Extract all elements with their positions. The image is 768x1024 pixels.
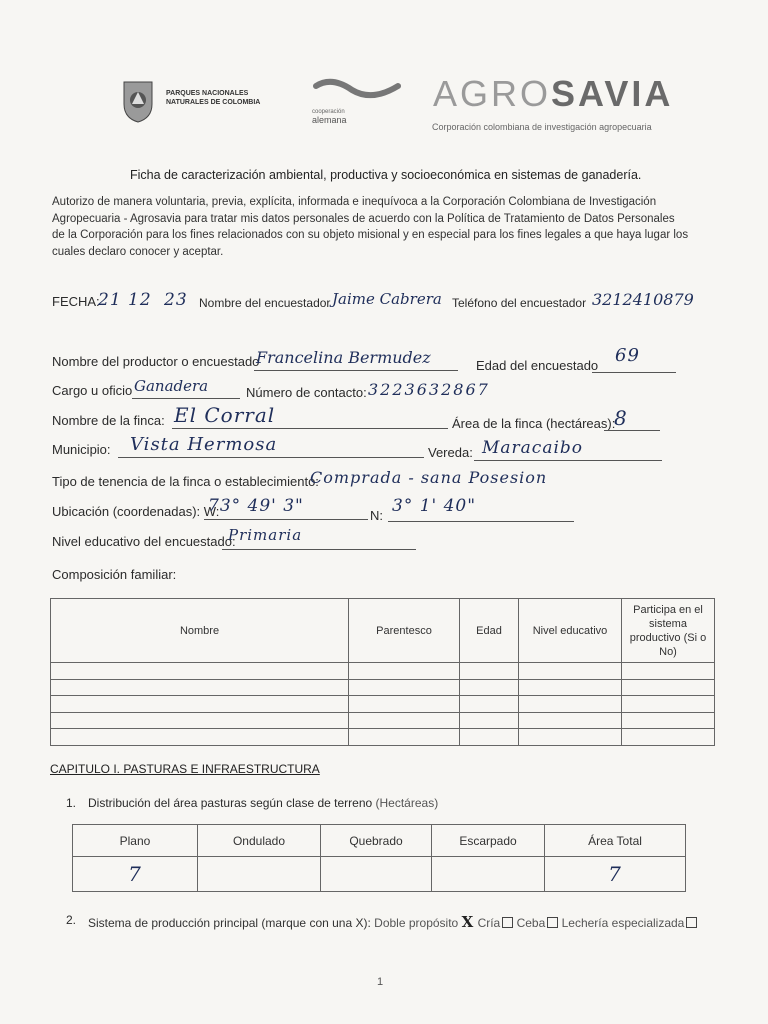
table-cell[interactable] (519, 729, 622, 746)
table-row (51, 696, 715, 713)
table-row (51, 679, 715, 696)
area-line (604, 430, 660, 431)
finca-line (172, 428, 448, 429)
edad-label: Edad del encuestado (476, 358, 599, 373)
page-number: 1 (377, 976, 384, 988)
plano-value[interactable]: 7 (128, 862, 142, 887)
opt-ceba-checkbox[interactable] (547, 917, 558, 928)
opt-ceba-label: Ceba (516, 916, 546, 930)
family-header-row (51, 599, 715, 663)
terrain-col-total: Área Total (545, 825, 686, 857)
table-row (51, 663, 715, 680)
agrosavia-subtitle: Corporación colombiana de investigación agropecuaria (432, 122, 652, 132)
coop-logo: cooperación alemana (312, 78, 402, 124)
plano-cell[interactable] (73, 857, 198, 892)
escarpado-cell[interactable] (432, 857, 545, 892)
q2-text: Sistema de producción principal (marque con una X): (88, 916, 371, 930)
nivel-line (222, 549, 416, 550)
table-cell[interactable] (349, 712, 460, 729)
municipio-label: Municipio: (52, 442, 111, 457)
area-value[interactable]: 8 (614, 406, 628, 430)
chapter-title: CAPITULO I. PASTURAS E INFRAESTRUCTURA (50, 762, 320, 776)
terrain-col-quebrado: Quebrado (321, 825, 432, 857)
table-cell[interactable] (51, 696, 349, 713)
fecha-year[interactable]: 23 (164, 290, 188, 310)
productor-value[interactable]: Francelina Bermudez (256, 348, 431, 367)
family-col-nivel: Nivel educativo (519, 599, 622, 663)
agrosavia-logo: AGROSAVIA (433, 73, 674, 114)
pnn-logo (118, 78, 158, 124)
productor-label: Nombre del productor o encuestado (52, 354, 260, 369)
pnn-seal-icon (118, 78, 158, 124)
terrain-table (72, 824, 686, 892)
productor-line (254, 370, 458, 371)
contacto-label: Número de contacto: (246, 385, 367, 400)
table-cell[interactable] (460, 712, 519, 729)
tenencia-label: Tipo de tenencia de la finca o establecimiento: (52, 474, 319, 489)
table-cell[interactable] (51, 679, 349, 696)
vereda-label: Vereda: (428, 445, 473, 460)
edad-line (592, 372, 676, 373)
contacto-value[interactable]: 3223632867 (368, 380, 490, 399)
table-cell[interactable] (622, 712, 715, 729)
q1-text: Distribución del área pasturas según clase de terreno (Hectáreas) (88, 796, 439, 810)
table-cell[interactable] (622, 679, 715, 696)
family-col-edad: Edad (460, 599, 519, 663)
terrain-col-plano: Plano (73, 825, 198, 857)
table-cell[interactable] (519, 663, 622, 680)
opt-cria-checkbox[interactable] (502, 917, 513, 928)
edad-value[interactable]: 69 (615, 345, 640, 366)
table-cell[interactable] (460, 663, 519, 680)
opt-doble-label: Doble propósito (374, 916, 459, 930)
table-cell[interactable] (519, 712, 622, 729)
municipio-value[interactable]: Vista Hermosa (130, 434, 278, 455)
coop-wave-icon (312, 78, 402, 108)
table-cell[interactable] (51, 729, 349, 746)
n-label: N: (370, 508, 383, 523)
table-cell[interactable] (349, 696, 460, 713)
w-line (204, 519, 368, 520)
table-cell[interactable] (51, 712, 349, 729)
opt-lecheria-checkbox[interactable] (686, 917, 697, 928)
table-cell[interactable] (349, 729, 460, 746)
vereda-value[interactable]: Maracaibo (482, 438, 584, 458)
table-cell[interactable] (349, 679, 460, 696)
cargo-label: Cargo u oficio (52, 383, 133, 398)
ubicacion-label: Ubicación (coordenadas): W: (52, 504, 220, 519)
terrain-header-row (73, 825, 686, 857)
table-cell[interactable] (349, 663, 460, 680)
q2-row (88, 913, 697, 931)
q1-number: 1. (66, 796, 77, 810)
encuestador-value[interactable]: Jaime Cabrera (332, 290, 442, 308)
quebrado-cell[interactable] (321, 857, 432, 892)
area-label: Área de la finca (hectáreas): (452, 416, 616, 431)
tel-encuestador-label: Teléfono del encuestador (452, 296, 587, 310)
cargo-value[interactable]: Ganadera (134, 377, 209, 395)
terrain-col-ondulado: Ondulado (198, 825, 321, 857)
table-cell[interactable] (460, 696, 519, 713)
family-table (50, 598, 715, 746)
family-col-parentesco: Parentesco (349, 599, 460, 663)
pnn-name: PARQUES NACIONALES NATURALES DE COLOMBIA (166, 90, 261, 106)
family-col-nombre: Nombre (51, 599, 349, 663)
terrain-col-escarpado: Escarpado (432, 825, 545, 857)
finca-label: Nombre de la finca: (52, 413, 165, 428)
tenencia-value[interactable]: Comprada - sana Posesion (310, 468, 548, 487)
w-value[interactable]: 73° 49' 3" (208, 496, 304, 516)
vereda-line (474, 460, 662, 461)
fecha-label: FECHA: (52, 294, 100, 309)
fecha-month[interactable]: 12 (128, 290, 152, 310)
opt-cria-label: Cría (477, 916, 501, 930)
table-cell[interactable] (519, 696, 622, 713)
form-title: Ficha de caracterización ambiental, productiva y socioeconómica en sistemas de ganadería. (130, 168, 642, 182)
table-cell[interactable] (51, 663, 349, 680)
nivel-label: Nivel educativo del encuestado: (52, 534, 236, 549)
ondulado-cell[interactable] (198, 857, 321, 892)
fecha-day[interactable]: 21 (98, 290, 122, 310)
tel-encuestador-value[interactable]: 3212410879 (592, 290, 694, 309)
table-row (51, 729, 715, 746)
nivel-value[interactable]: Primaria (228, 526, 303, 544)
table-row (51, 712, 715, 729)
table-cell[interactable] (519, 679, 622, 696)
terrain-value-row (73, 857, 686, 892)
table-cell[interactable] (622, 663, 715, 680)
q2-number: 2. (66, 913, 77, 927)
cargo-line (132, 398, 240, 399)
total-cell[interactable] (545, 857, 686, 892)
encuestador-label: Nombre del encuestador (199, 296, 331, 310)
consent-paragraph: Autorizo de manera voluntaria, previa, explícita, informada e inequívoca a la Corporación Colombiana de Investigación Agropecuaria - Agrosavia para tratar mis datos personales de acuerdo con la Política de Tratamiento de Datos Personales de la Corporación para los fines relacionados con su objeto misional y en especial para los fines legales a que haya lugar los cuales declaro conocer y aceptar. (52, 196, 689, 258)
opt-doble-mark[interactable]: X (461, 913, 475, 931)
family-label: Composición familiar: (52, 567, 177, 582)
table-cell[interactable] (622, 729, 715, 746)
table-cell[interactable] (460, 729, 519, 746)
municipio-line (118, 457, 424, 458)
family-col-participa: Participa en el sistema productivo (Si o No) (622, 599, 715, 663)
table-cell[interactable] (460, 679, 519, 696)
opt-lecheria-label: Lechería especializada (561, 916, 685, 930)
n-line (388, 521, 574, 522)
finca-value[interactable]: El Corral (174, 403, 276, 427)
table-cell[interactable] (622, 696, 715, 713)
total-value[interactable]: 7 (608, 862, 622, 887)
n-value[interactable]: 3° 1' 40" (392, 496, 477, 516)
